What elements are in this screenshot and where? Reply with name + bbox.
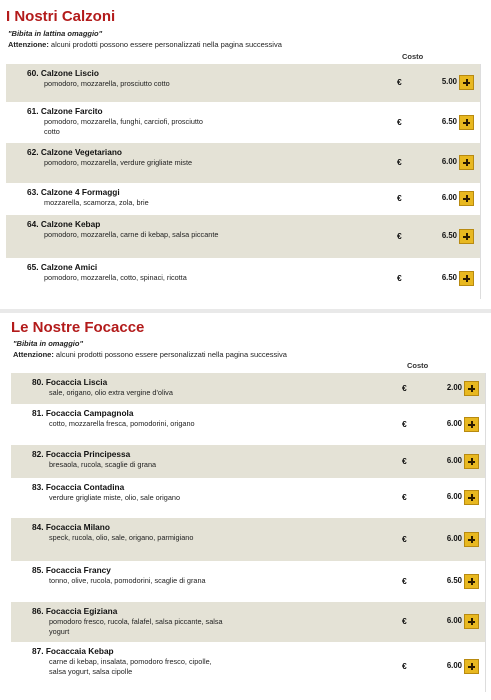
notice-text: alcuni prodotti possono essere personalizzati nella pagina successiva	[48, 40, 282, 49]
currency-symbol: €	[397, 117, 402, 127]
item-name: 84. Focaccia Milano	[32, 522, 110, 532]
item-name: 65. Calzone Amici	[27, 262, 98, 272]
item-price: 6.50	[446, 576, 462, 585]
item-name: 81. Focaccia Campagnola	[32, 408, 134, 418]
item-description: pomodoro, mozzarella, verdure grigliate miste	[44, 158, 193, 167]
item-description: mozzarella, scamorza, zola, brie	[44, 198, 149, 207]
item-description: pomodoro fresco, rucola, falafel, salsa piccante, salsa yogurt	[49, 617, 223, 636]
item-name: 82. Focaccia Principessa	[32, 449, 131, 459]
item-price: 6.00	[446, 492, 462, 501]
menu-item-row	[6, 183, 480, 215]
menu-item-row	[11, 561, 485, 602]
focacce-list	[11, 373, 486, 692]
item-description: sale, origano, olio extra vergine d'oliva	[49, 388, 173, 397]
item-name: 62. Calzone Vegetariano	[27, 147, 122, 157]
currency-symbol: €	[402, 661, 407, 671]
add-item-button[interactable]	[464, 659, 479, 674]
item-price: 6.50	[441, 117, 457, 126]
menu-item-row	[11, 373, 485, 404]
add-item-button[interactable]	[464, 614, 479, 629]
currency-symbol: €	[402, 616, 407, 626]
item-name: 63. Calzone 4 Formaggi	[27, 187, 120, 197]
currency-symbol: €	[402, 534, 407, 544]
section-subtitle: "Bibita in omaggio"	[13, 339, 84, 348]
item-description: pomodoro, mozzarella, cotto, spinaci, ricotta	[44, 273, 187, 282]
item-description: speck, rucola, olio, sale, origano, parmigiano	[49, 533, 194, 542]
currency-symbol: €	[397, 231, 402, 241]
add-item-button[interactable]	[459, 155, 474, 170]
calzoni-section	[0, 0, 491, 310]
add-item-button[interactable]	[459, 271, 474, 286]
currency-symbol: €	[402, 383, 407, 393]
menu-item-row	[11, 445, 485, 478]
item-name: 61. Calzone Farcito	[27, 106, 103, 116]
add-item-button[interactable]	[464, 454, 479, 469]
item-price: 6.00	[446, 661, 462, 670]
add-item-button[interactable]	[459, 229, 474, 244]
item-description: pomodoro, mozzarella, funghi, carciofi, prosciutto cotto	[44, 117, 203, 136]
item-price: 6.00	[446, 419, 462, 428]
item-description: verdure grigliate miste, olio, sale origano	[49, 493, 181, 502]
menu-item-row	[11, 642, 485, 692]
item-name: 64. Calzone Kebap	[27, 219, 101, 229]
add-item-button[interactable]	[464, 490, 479, 505]
item-name: 60. Calzone Liscio	[27, 68, 99, 78]
item-price: 6.50	[441, 231, 457, 240]
add-item-button[interactable]	[459, 115, 474, 130]
item-price: 6.00	[446, 616, 462, 625]
menu-item-row	[11, 404, 485, 445]
item-price: 6.50	[441, 273, 457, 282]
item-description: pomodoro, mozzarella, carne di kebap, salsa piccante	[44, 230, 219, 239]
menu-item-row	[11, 478, 485, 518]
currency-symbol: €	[402, 456, 407, 466]
add-item-button[interactable]	[464, 532, 479, 547]
menu-item-row	[6, 215, 480, 258]
add-item-button[interactable]	[459, 75, 474, 90]
menu-item-row	[11, 518, 485, 561]
item-name: 80. Focaccia Liscia	[32, 377, 108, 387]
currency-symbol: €	[402, 492, 407, 502]
item-name: 83. Focaccia Contadina	[32, 482, 125, 492]
menu-item-row	[6, 102, 480, 143]
item-name: 86. Focaccia Egiziana	[32, 606, 118, 616]
item-price: 6.00	[441, 193, 457, 202]
item-price: 6.00	[446, 456, 462, 465]
notice	[8, 40, 282, 49]
calzoni-list	[6, 64, 481, 299]
notice-label: Attenzione:	[13, 350, 54, 359]
add-item-button[interactable]	[464, 574, 479, 589]
item-price: 6.00	[446, 534, 462, 543]
currency-symbol: €	[397, 77, 402, 87]
menu-item-row	[11, 602, 485, 642]
add-item-button[interactable]	[459, 191, 474, 206]
currency-symbol: €	[402, 576, 407, 586]
item-price: 5.00	[441, 77, 457, 86]
notice	[13, 350, 287, 359]
focacce-section	[0, 313, 491, 700]
item-price: 6.00	[441, 157, 457, 166]
add-item-button[interactable]	[464, 417, 479, 432]
currency-symbol: €	[397, 157, 402, 167]
currency-symbol: €	[397, 193, 402, 203]
item-name: 85. Focaccia Francy	[32, 565, 111, 575]
currency-symbol: €	[397, 273, 402, 283]
item-description: pomodoro, mozzarella, prosciutto cotto	[44, 79, 170, 88]
section-title: I Nostri Calzoni	[6, 8, 116, 25]
item-price: 2.00	[446, 383, 462, 392]
notice-text: alcuni prodotti possono essere personalizzati nella pagina successiva	[53, 350, 287, 359]
section-subtitle: "Bibita in lattina omaggio"	[8, 29, 103, 38]
notice-label: Attenzione:	[8, 40, 49, 49]
menu-item-row	[6, 64, 480, 102]
costo-header: Costo	[407, 361, 429, 370]
menu-item-row	[6, 143, 480, 183]
section-title: Le Nostre Focacce	[11, 319, 145, 336]
menu-item-row	[6, 258, 480, 299]
item-description: cotto, mozzarella fresca, pomodorini, origano	[49, 419, 195, 428]
item-description: tonno, olive, rucola, pomodorini, scaglie di grana	[49, 576, 206, 585]
item-description: bresaola, rucola, scaglie di grana	[49, 460, 157, 469]
costo-header: Costo	[402, 52, 424, 61]
add-item-button[interactable]	[464, 381, 479, 396]
item-description: carne di kebap, insalata, pomodoro fresco, cipolle, salsa yogurt, salsa cipolle	[49, 657, 212, 676]
item-name: 87. Focaccaia Kebap	[32, 646, 114, 656]
currency-symbol: €	[402, 419, 407, 429]
